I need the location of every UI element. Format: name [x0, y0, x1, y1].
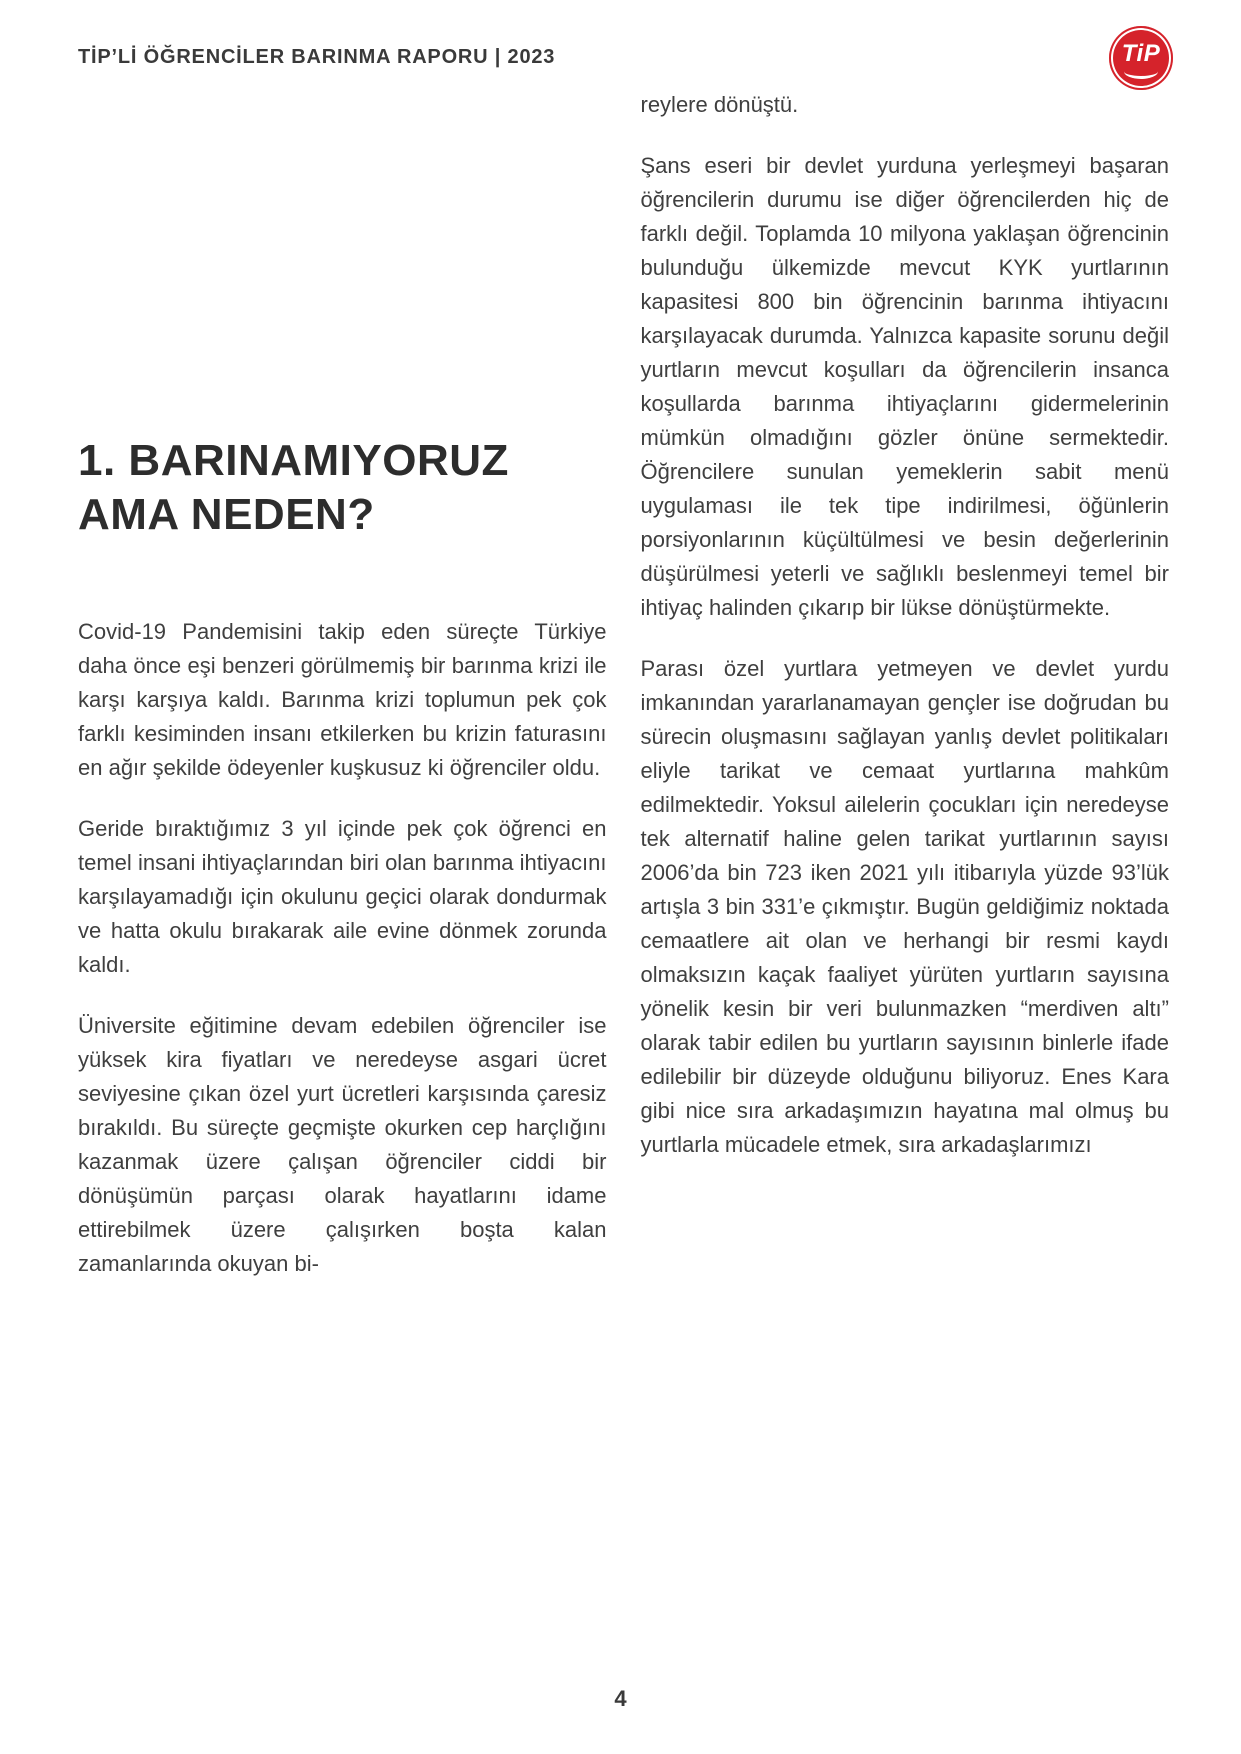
report-title: TİP’Lİ ÖĞRENCİLER BARINMA RAPORU | 2023 [78, 46, 556, 68]
two-column-body [78, 88, 1169, 1308]
paragraph: Geride bıraktığımız 3 yıl içinde pek çok öğrenci en temel insani ihtiyaçlarından biri olan barınma ihtiyacını karşılayamadığı için okulunu geçici olarak dondurmak ve hatta okulu bırakarak aile evine dönmek zorunda kaldı. [78, 816, 607, 978]
paragraph: reylere dönüştü. [640, 92, 799, 117]
page-number: 4 [614, 1686, 627, 1711]
page-header [78, 26, 1173, 90]
paragraph: Şans eseri bir devlet yurduna yerleşmeyi başaran öğrencilerin durumu ise diğer öğrencilerden hiç de farklı değil. Toplamda 10 milyona yaklaşan öğrencinin bulunduğu ülkemizde mevcut KYK yurtlarının kapasitesi 800 bin öğrencinin barınma ihtiyacını karşılayacak durumda. Yalnızca kapasite sorunu değil yurtların mevcut koşulları da öğrencilerin insanca koşullarda barınma ihtiyaçlarını gidermelerinin mümkün olmadığını gözler önüne sermektedir. Öğrencilere sunulan yemeklerin sabit menü uygulaması ile tek tipe indirilmesi, öğünlerin porsiyonlarının küçültülmesi ve besin değerlerinin düşürülmesi yeterli ve sağlıklı beslenmeyi temel bir ihtiyaç halinden çıkarıp bir lükse dönüştürmekte. [640, 153, 1169, 620]
paragraph: Üniversite eğitimine devam edebilen öğrenciler ise yüksek kira fiyatları ve neredeyse asgari ücret seviyesine çıkan özel yurt ücretleri karşısında çaresiz bırakıldı. Bu süreçte geçmişte okurken cep harçlığını kazanmak üzere çalışan öğrenciler ciddi bir dönüşümün parçası olarak hayatlarını idame ettirebilmek üzere çalışırken boşta kalan zamanlarında okuyan bi- [78, 1013, 607, 1277]
right-column [641, 88, 1170, 1308]
section-heading: 1. BARINAMIYORUZ AMA NEDEN? [78, 436, 509, 539]
tip-logo-icon [1109, 26, 1173, 90]
left-column [78, 88, 607, 1308]
tip-logo-text: TiP [1121, 40, 1161, 67]
paragraph: Covid-19 Pandemisini takip eden süreçte Türkiye daha önce eşi benzeri görülmemiş bir barınma krizi ile karşı karşıya kaldı. Barınma krizi toplumun pek çok farklı kesiminden insanı etkilerken bu krizin faturasını en ağır şekilde ödeyenler kuşkusuz ki öğrenciler oldu. [78, 619, 607, 781]
page-footer [0, 1686, 1241, 1712]
paragraph: Parası özel yurtlara yetmeyen ve devlet yurdu imkanından yararlanamayan gençler ise doğrudan bu sürecin oluşmasını sağlayan yanlış devlet politikaları eliyle tarikat ve cemaat yurtlarına mahkûm edilmektedir. Yoksul ailelerin çocukları için neredeyse tek alternatif haline gelen tarikat yurtlarının sayısı 2006’da bin 723 iken 2021 yılı itibarıyla yüzde 93’lük artışla 3 bin 331’e çıkmıştır. Bugün geldiğimiz noktada cemaatlere ait olan ve herhangi bir resmi kaydı olmaksızın kaçak faaliyet yürüten yurtların sayısına yönelik kesin bir veri bulunmazken “merdiven altı” olarak tabir edilen bu yurtların sayısının binlerle ifade edilebilir bir düzeyde olduğunu biliyoruz. Enes Kara gibi nice sıra arkadaşımızın hayatına mal olmuş bu yurtlarla mücadele etmek, sıra arkadaşlarımızı [640, 656, 1169, 1157]
